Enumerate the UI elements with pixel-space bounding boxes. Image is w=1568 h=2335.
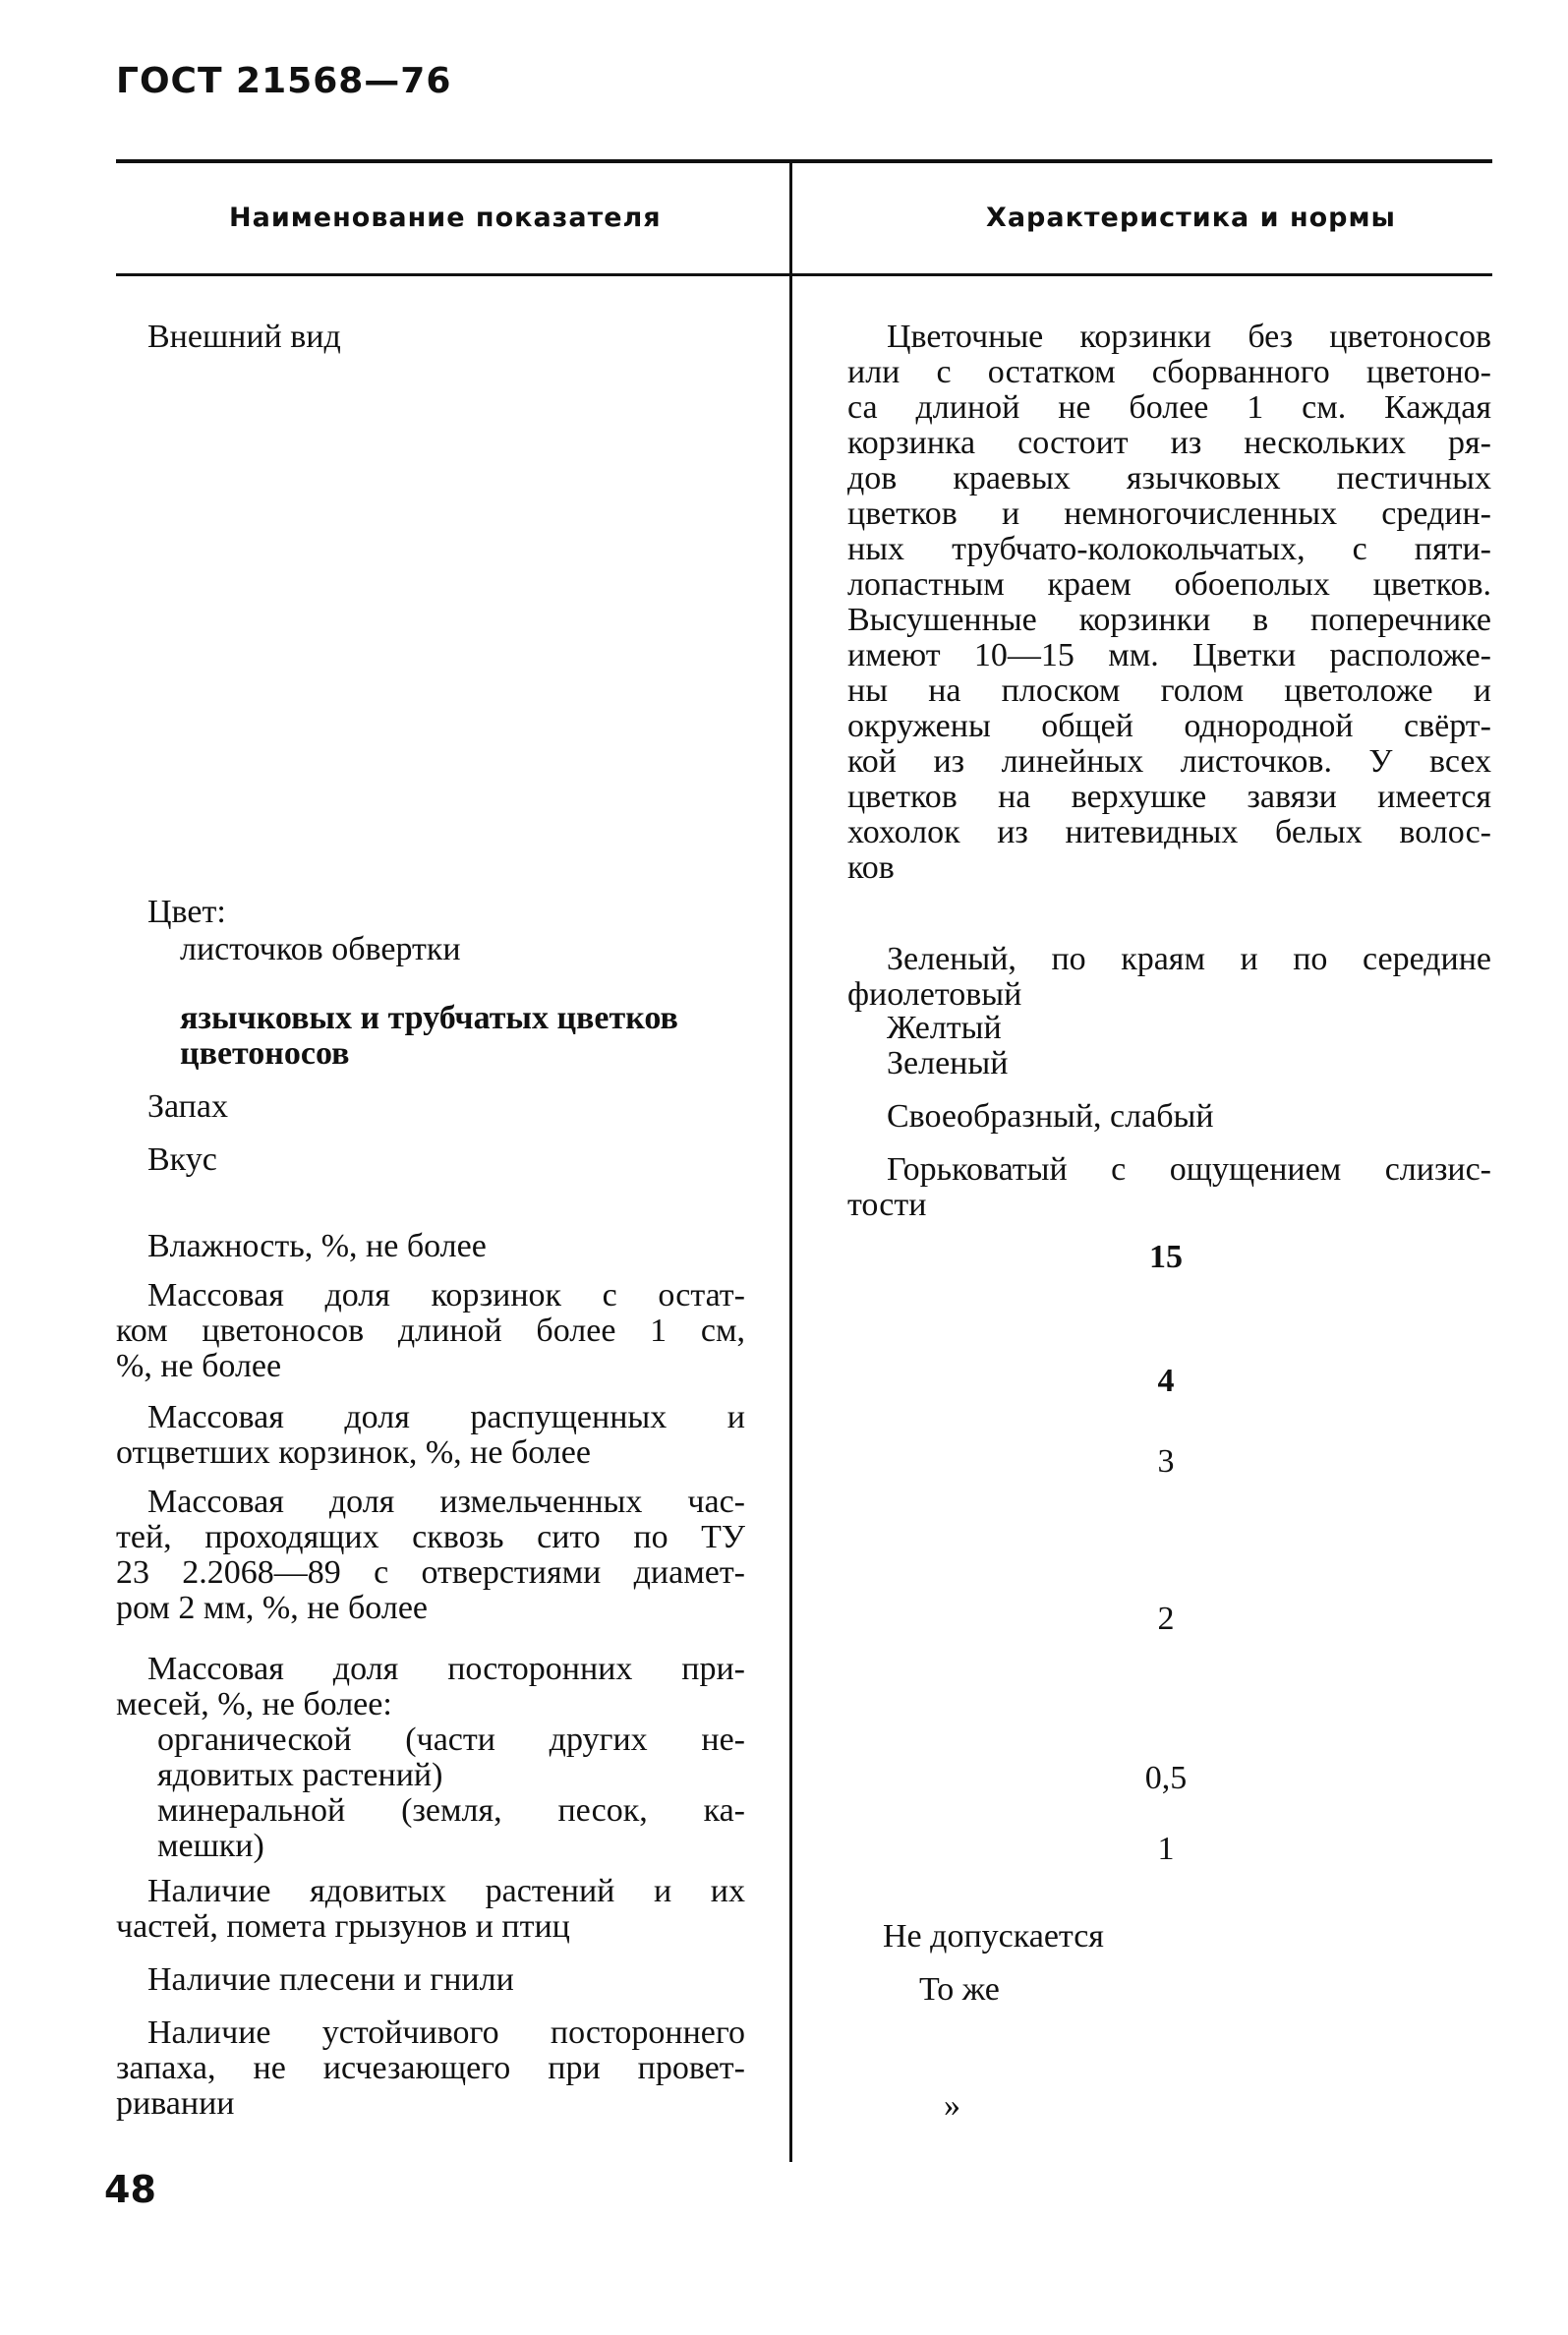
text-line: хохолок из нитевидных белых волос- (847, 814, 1491, 850)
text-line: фиолетовый (847, 976, 1022, 1013)
text-line: Массовая доля посторонних при- (147, 1651, 745, 1687)
row-color-leaves-value (847, 942, 1491, 1013)
row-mold-value: То же (919, 1971, 1000, 2008)
text-line: дов краевых язычковых пестичных (847, 460, 1491, 496)
column-divider (789, 161, 792, 2162)
text-line: Высушенные корзинки в поперечнике (847, 602, 1491, 638)
text-line: органической (части других не- (157, 1722, 745, 1758)
text-line: 23 2.2068—89 с отверстиями диамет- (116, 1554, 745, 1591)
text-line: отцветших корзинок, %, не более (116, 1434, 591, 1471)
row-impurities-mineral-name (157, 1793, 745, 1864)
document-code: ГОСТ 21568—76 (116, 61, 452, 101)
row-smell-name: Запах (147, 1088, 228, 1125)
text-line: мешки) (157, 1828, 264, 1864)
text-line: Наличие ядовитых растений и их (147, 1873, 745, 1909)
text-line: частей, помета грызунов и птиц (116, 1908, 570, 1945)
text-line: ром 2 мм, %, не более (116, 1590, 429, 1626)
text-line: ны на плоском голом цветоложе и (847, 672, 1491, 709)
column-header-name: Наименование показателя (229, 203, 662, 233)
text-line: кой из линейных листочков. У всех (847, 743, 1491, 780)
text-line: Наличие устойчивого постороннего (147, 2014, 745, 2051)
row-impurities-organic-value: 0,5 (1144, 1760, 1188, 1796)
text-line: Цветочные корзинки без цветоносов (887, 319, 1491, 355)
row-poisonous-name (116, 1874, 745, 1945)
text-line: цветков на верхушке завязи имеется (847, 779, 1491, 815)
row-taste-value (847, 1152, 1491, 1223)
text-line: лопастным краем обоеполых цветков. (847, 566, 1491, 603)
row-color-stems-value: Зеленый (887, 1045, 1009, 1081)
text-line: Массовая доля распущенных и (147, 1399, 745, 1435)
text-line: ных трубчато-колокольчатых, с пяти- (847, 531, 1491, 567)
column-header-norms: Характеристика и нормы (986, 203, 1396, 233)
text-line: Массовая доля корзинок с остат- (147, 1277, 745, 1313)
row-odor-value: » (944, 2087, 960, 2124)
text-line: корзинка состоит из нескольких ря- (847, 425, 1491, 461)
row-crushed-mass-name (116, 1485, 745, 1626)
row-mold-name: Наличие плесени и гнили (147, 1961, 514, 1998)
text-line: %, не более (116, 1348, 282, 1384)
text-line: минеральной (земля, песок, ка- (157, 1792, 745, 1829)
text-line: месей, %, не более: (116, 1686, 392, 1722)
text-line: цветков и немногочисленных средин- (847, 496, 1491, 532)
text-line: ков (847, 849, 895, 886)
text-line: са длиной не более 1 см. Каждая (847, 389, 1491, 426)
row-smell-value: Своеобразный, слабый (887, 1098, 1214, 1135)
row-crushed-mass-value: 2 (1157, 1601, 1175, 1637)
row-color-flowers-label: язычковых и трубчатых цветков (180, 1000, 678, 1036)
row-appearance-value (847, 320, 1491, 886)
text-line: ком цветоносов длиной более 1 см, (116, 1313, 745, 1349)
text-line: или с остатком сборванного цветоно- (847, 354, 1491, 390)
row-color-flowers-value: Желтый (887, 1010, 1002, 1046)
row-bloomed-mass-name (116, 1400, 745, 1471)
row-appearance-name: Внешний вид (147, 319, 341, 355)
text-line: запаха, не исчезающего при провет- (116, 2050, 745, 2086)
text-line: Массовая доля измельченных час- (147, 1484, 745, 1520)
row-impurities-organic-name (157, 1722, 745, 1793)
row-bloomed-mass-value: 3 (1157, 1443, 1175, 1480)
row-poisonous-value: Не допускается (883, 1918, 1104, 1955)
page-number: 48 (104, 2168, 156, 2211)
text-line: тости (847, 1187, 927, 1223)
text-line: Горьковатый с ощущением слизис- (887, 1151, 1491, 1188)
row-color-stems-label: цветоносов (180, 1035, 350, 1072)
text-line: Зеленый, по краям и по середине (887, 941, 1491, 977)
text-line: ядовитых растений) (157, 1757, 443, 1793)
row-stems-mass-name (116, 1278, 745, 1384)
row-color-label: Цвет: (147, 894, 226, 930)
row-impurities-name (116, 1652, 745, 1722)
row-taste-name: Вкус (147, 1141, 217, 1178)
text-line: окружены общей однородной свёрт- (847, 708, 1491, 744)
row-stems-mass-value: 4 (1157, 1363, 1175, 1399)
row-humidity-value: 15 (1149, 1239, 1183, 1275)
text-line: имеют 10—15 мм. Цветки расположе- (847, 637, 1491, 673)
row-impurities-mineral-value: 1 (1157, 1831, 1175, 1867)
row-color-leaves-label: листочков обвертки (180, 931, 461, 967)
text-line: тей, проходящих сквозь сито по ТУ (116, 1519, 745, 1555)
row-humidity-name: Влажность, %, не более (147, 1228, 487, 1264)
text-line: ривании (116, 2085, 235, 2122)
row-odor-name (116, 2015, 745, 2122)
table-header-rule (116, 273, 1492, 276)
table-top-rule (116, 159, 1492, 163)
